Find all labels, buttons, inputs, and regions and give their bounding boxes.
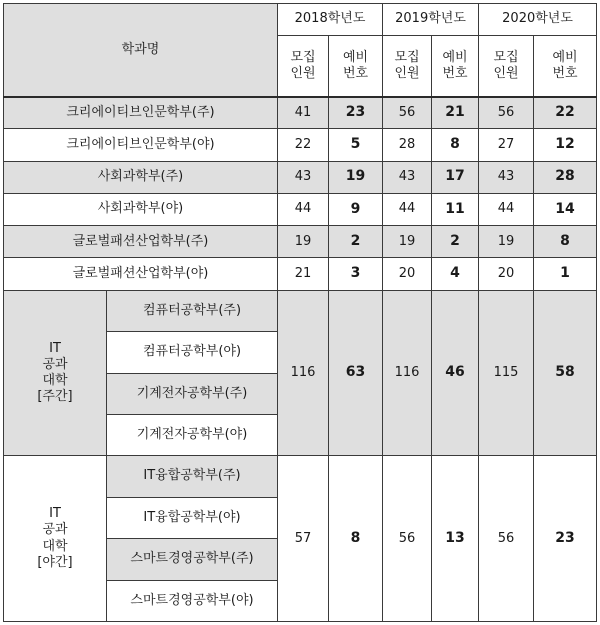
recruit-header-2018: 모집 인원	[278, 36, 329, 97]
recruit-value: 19	[479, 226, 534, 258]
recruit-value: 56	[383, 97, 432, 129]
recruit-value: 56	[383, 456, 432, 622]
reserve-value: 2	[329, 226, 383, 258]
reserve-value: 12	[534, 129, 597, 161]
reserve-value: 21	[432, 97, 479, 129]
recruit-value: 19	[278, 226, 329, 258]
sub-dept-name: IT융합공학부(야)	[107, 497, 278, 538]
reserve-value: 46	[432, 290, 479, 456]
table-row	[4, 129, 597, 161]
recruit-value: 41	[278, 97, 329, 129]
recruit-value: 19	[383, 226, 432, 258]
dept-name: 글로벌패션산업학부(야)	[4, 258, 278, 290]
reserve-value: 8	[329, 456, 383, 622]
recruit-value: 57	[278, 456, 329, 622]
reserve-value: 14	[534, 193, 597, 225]
dept-name: 글로벌패션산업학부(주)	[4, 226, 278, 258]
reserve-value: 2	[432, 226, 479, 258]
recruit-value: 44	[278, 193, 329, 225]
reserve-value: 8	[432, 129, 479, 161]
sub-dept-name: 컴퓨터공학부(야)	[107, 332, 278, 373]
admission-table	[3, 3, 597, 622]
sub-dept-name: 기계전자공학부(주)	[107, 373, 278, 414]
recruit-header-2019: 모집 인원	[383, 36, 432, 97]
sub-dept-name: IT융합공학부(주)	[107, 456, 278, 497]
reserve-value: 22	[534, 97, 597, 129]
recruit-value: 56	[479, 456, 534, 622]
it-day-group-row	[4, 290, 597, 331]
reserve-value: 28	[534, 161, 597, 193]
recruit-value: 116	[278, 290, 329, 456]
reserve-value: 11	[432, 193, 479, 225]
reserve-value: 17	[432, 161, 479, 193]
recruit-value: 116	[383, 290, 432, 456]
sub-dept-name: 스마트경영공학부(주)	[107, 539, 278, 580]
recruit-value: 43	[278, 161, 329, 193]
reserve-value: 58	[534, 290, 597, 456]
reserve-value: 8	[534, 226, 597, 258]
it-day-group-label: IT 공과 대학 [주간]	[4, 290, 107, 456]
table-row	[4, 193, 597, 225]
year-2019-header: 2019학년도	[383, 4, 479, 36]
recruit-value: 115	[479, 290, 534, 456]
reserve-header-2019: 예비 번호	[432, 36, 479, 97]
recruit-value: 43	[479, 161, 534, 193]
recruit-value: 27	[479, 129, 534, 161]
dept-name-header: 학과명	[4, 4, 278, 97]
it-night-group-row	[4, 456, 597, 497]
reserve-value: 19	[329, 161, 383, 193]
recruit-value: 21	[278, 258, 329, 290]
dept-name: 사회과학부(주)	[4, 161, 278, 193]
reserve-value: 4	[432, 258, 479, 290]
recruit-value: 28	[383, 129, 432, 161]
table-row	[4, 226, 597, 258]
table-row	[4, 97, 597, 129]
dept-name: 크리에이티브인문학부(야)	[4, 129, 278, 161]
reserve-header-2020: 예비 번호	[534, 36, 597, 97]
year-2018-header: 2018학년도	[278, 4, 383, 36]
reserve-value: 9	[329, 193, 383, 225]
year-2020-header: 2020학년도	[479, 4, 597, 36]
recruit-header-2020: 모집 인원	[479, 36, 534, 97]
it-night-group-label: IT 공과 대학 [야간]	[4, 456, 107, 622]
recruit-value: 20	[479, 258, 534, 290]
sub-dept-name: 스마트경영공학부(야)	[107, 580, 278, 621]
reserve-value: 23	[329, 97, 383, 129]
reserve-value: 1	[534, 258, 597, 290]
table-row	[4, 258, 597, 290]
reserve-value: 13	[432, 456, 479, 622]
table-row	[4, 161, 597, 193]
sub-dept-name: 기계전자공학부(야)	[107, 414, 278, 455]
reserve-value: 5	[329, 129, 383, 161]
reserve-value: 23	[534, 456, 597, 622]
sub-dept-name: 컴퓨터공학부(주)	[107, 290, 278, 331]
recruit-value: 43	[383, 161, 432, 193]
dept-name: 크리에이티브인문학부(주)	[4, 97, 278, 129]
dept-name: 사회과학부(야)	[4, 193, 278, 225]
reserve-value: 3	[329, 258, 383, 290]
recruit-value: 56	[479, 97, 534, 129]
reserve-value: 63	[329, 290, 383, 456]
recruit-value: 22	[278, 129, 329, 161]
reserve-header-2018: 예비 번호	[329, 36, 383, 97]
recruit-value: 44	[383, 193, 432, 225]
recruit-value: 44	[479, 193, 534, 225]
recruit-value: 20	[383, 258, 432, 290]
